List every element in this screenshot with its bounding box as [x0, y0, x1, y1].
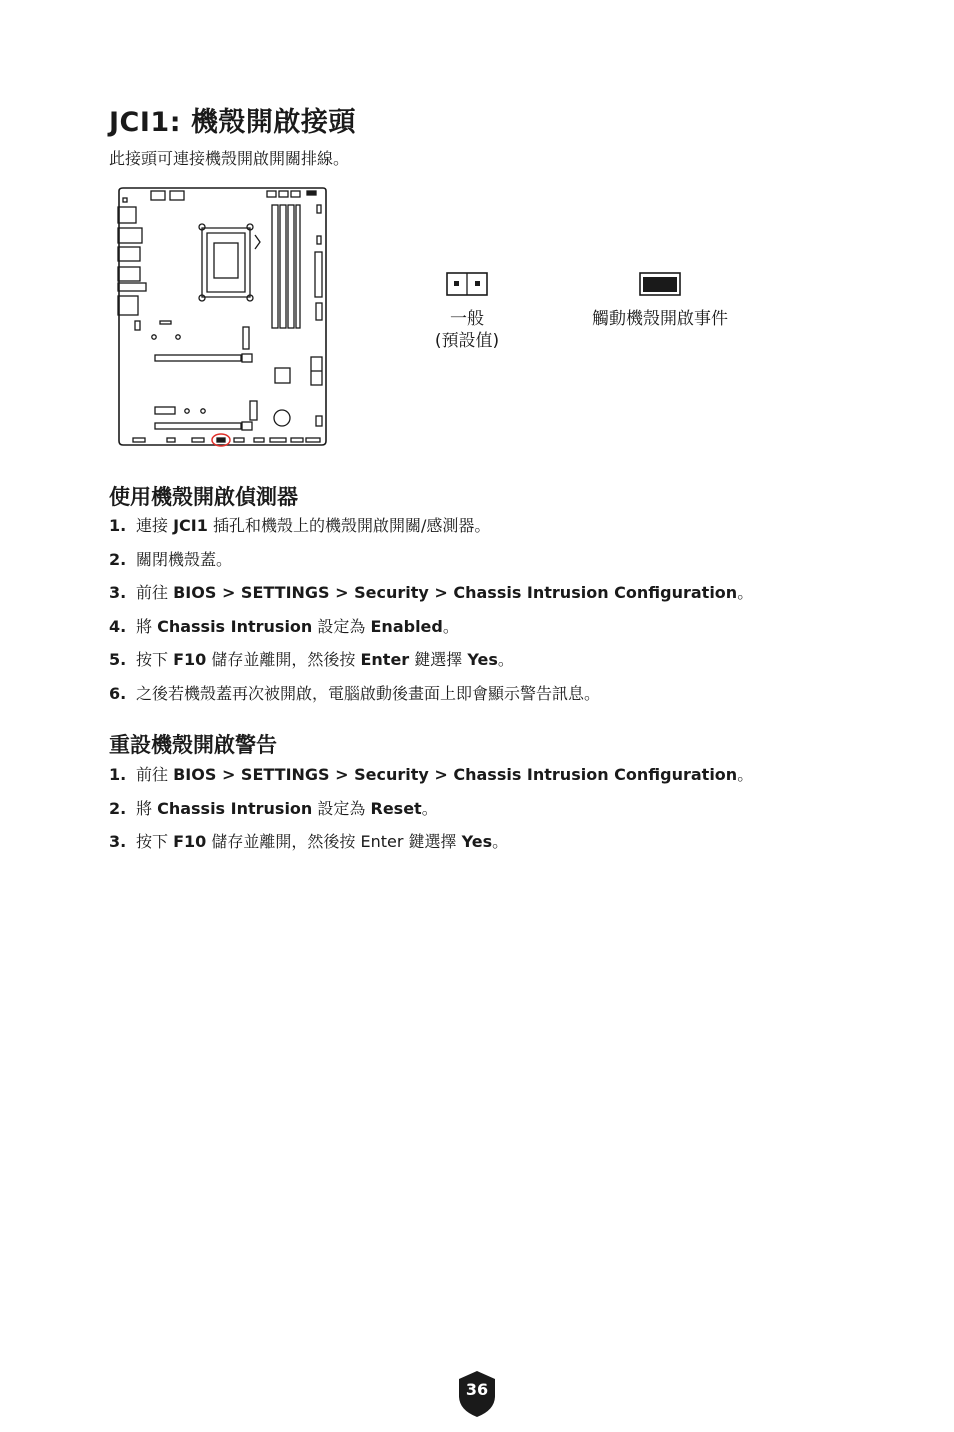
pin-intrusion-label: 觸動機殼開啟事件 [592, 309, 728, 329]
page-title: JCI1: 機殼開啟接頭 [109, 107, 356, 138]
steps-use-detector [109, 515, 753, 716]
list-item: 3. 按下 F10 儲存並離開，然後按 Enter 鍵選擇 Yes。 [109, 832, 509, 851]
jumper-open-icon [446, 272, 488, 296]
pin-normal-label: 一般 [450, 309, 484, 329]
pin-intrusion-diagram [575, 272, 745, 330]
list-item: 1. 連接 JCI1 插孔和機殼上的機殼開啟開關/感測器。 [109, 516, 491, 535]
list-item: 2. 將 Chassis Intrusion 設定為 Reset。 [109, 798, 438, 818]
list-item: 4. 將 Chassis Intrusion 設定為 Enabled。 [109, 616, 459, 636]
list-item: 5. 按下 F10 儲存並離開，然後按 Enter 鍵選擇 Yes。 [109, 650, 514, 669]
list-item: 2. 關閉機殼蓋。 [109, 549, 233, 569]
motherboard-layout-icon [115, 185, 330, 450]
page-subtitle: 此接頭可連接機殼開啟開關排線。 [109, 149, 350, 168]
steps-reset-warning [109, 764, 753, 865]
jumper-closed-icon [639, 272, 681, 296]
list-item: 3. 前往 BIOS > SETTINGS > Security > Chassis Intrusion Configuration。 [109, 583, 754, 602]
list-item: 6. 之後若機殼蓋再次被開啟，電腦啟動後畫面上即會顯示警告訊息。 [109, 683, 601, 703]
pin-normal-sublabel: (預設值) [434, 331, 500, 351]
section-title-use-detector: 使用機殼開啟偵測器 [109, 485, 298, 509]
page-number: 36 [465, 1380, 489, 1399]
list-item: 1. 前往 BIOS > SETTINGS > Security > Chassis Intrusion Configuration。 [109, 765, 754, 784]
section-title-reset-warning: 重設機殼開啟警告 [109, 733, 277, 757]
pin-normal-diagram [415, 272, 519, 352]
